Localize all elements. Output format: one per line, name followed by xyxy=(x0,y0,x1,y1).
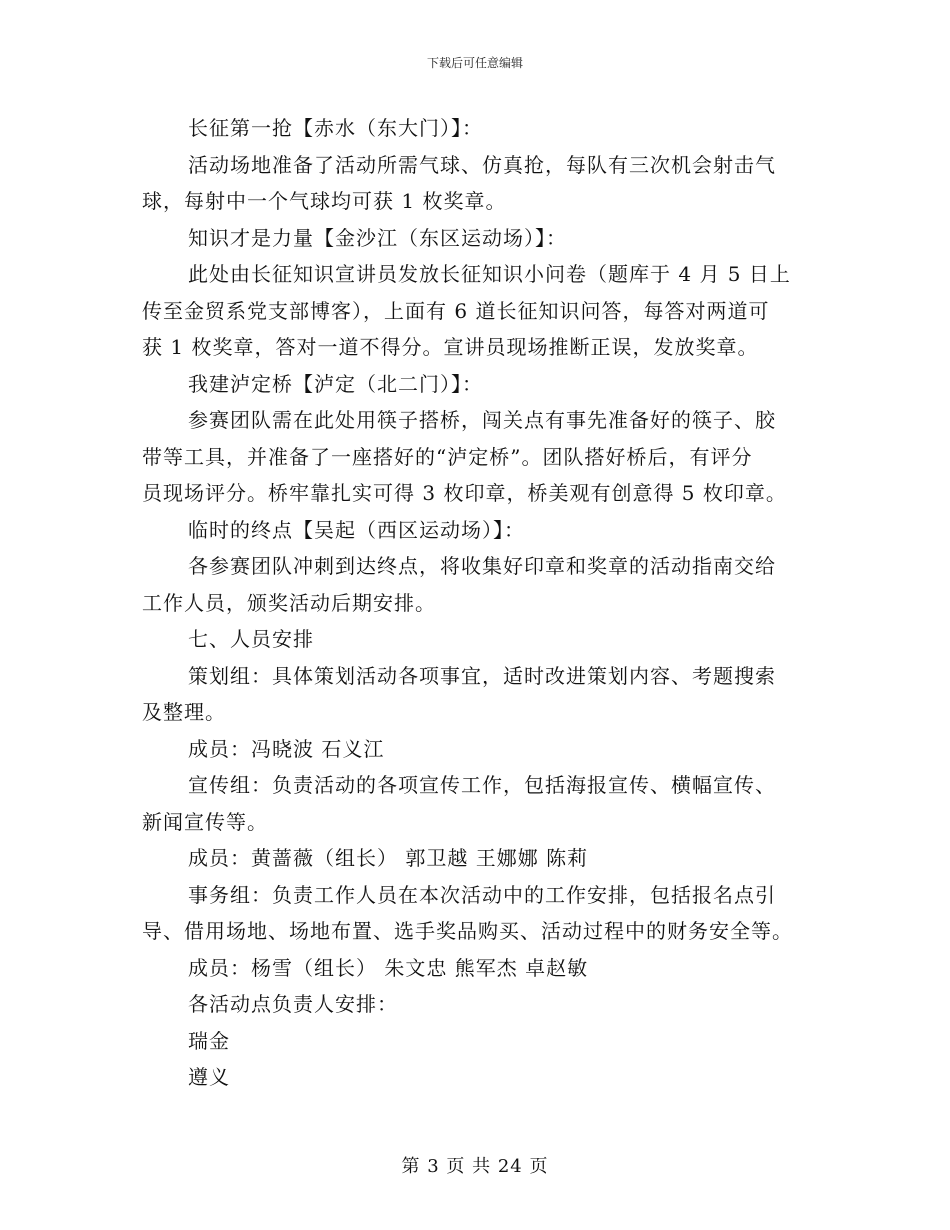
section-heading-chishui: 长征第一抢【赤水（东大门）】： xyxy=(188,116,483,140)
paragraph-line: 员现场评分。桥牢靠扎实可得 3 枚印章，桥美观有创意得 5 枚印章。 xyxy=(142,481,787,505)
paragraph-line: 策划组：具体策划活动各项事宜，适时改进策划内容、考题搜索 xyxy=(188,663,776,688)
list-item-location: 瑞金 xyxy=(188,1028,230,1053)
paragraph-line: 新闻宣传等。 xyxy=(142,809,268,834)
section-heading-jinshajiang: 知识才是力量【金沙江（东区运动场）】： xyxy=(188,225,567,250)
section-heading-staffing: 七、人员安排 xyxy=(188,627,314,651)
paragraph-line: 获 1 枚奖章，答对一道不得分。宣讲员现场推断正误，发放奖章。 xyxy=(142,335,759,359)
paragraph-line: 各参赛团队冲刺到达终点，将收集好印章和奖章的活动指南交给 xyxy=(188,554,776,578)
members-line: 成员：黄蔷薇（组长） 郭卫越 王娜娜 陈莉 xyxy=(188,846,589,870)
paragraph-line: 导、借用场地、场地布置、选手奖品购买、活动过程中的财务安全等。 xyxy=(142,919,793,943)
members-line: 成员：冯晓波 石义江 xyxy=(188,736,385,761)
paragraph-line: 带等工具，并准备了一座搭好的“泸定桥”。团队搭好桥后，有评分 xyxy=(142,444,753,469)
paragraph-line: 传至金贸系党支部博客），上面有 6 道长征知识问答，每答对两道可 xyxy=(142,298,770,323)
paragraph-line: 参赛团队需在此处用筷子搭桥，闯关点有事先准备好的筷子、胶 xyxy=(188,408,776,432)
paragraph-line: 宣传组：负责活动的各项宣传工作，包括海报宣传、横幅宣传、 xyxy=(188,773,776,797)
section-heading-wuqi: 临时的终点【吴起（西区运动场）】： xyxy=(188,517,525,542)
paragraph-line: 各活动点负责人安排： xyxy=(188,992,398,1016)
paragraph-line: 活动场地准备了活动所需气球、仿真抢，每队有三次机会射击气 xyxy=(188,152,776,177)
paragraph-line: 工作人员，颁奖活动后期安排。 xyxy=(142,590,436,615)
list-item-location: 遵义 xyxy=(188,1065,230,1089)
document-body xyxy=(142,110,812,1096)
page-number-footer: 第 3 页 共 24 页 xyxy=(401,1156,549,1177)
page-header-note: 下载后可任意编辑 xyxy=(426,56,523,70)
paragraph-line: 及整理。 xyxy=(142,700,226,724)
members-line: 成员：杨雪（组长） 朱文忠 熊军杰 卓赵敏 xyxy=(188,955,589,980)
paragraph-line: 事务组：负责工作人员在本次活动中的工作安排，包括报名点引 xyxy=(188,882,776,907)
section-heading-luding: 我建泸定桥【泸定（北二门）】： xyxy=(188,371,483,396)
paragraph-line: 此处由长征知识宣讲员发放长征知识小问卷（题库于 4 月 5 日上 xyxy=(188,262,791,286)
paragraph-line: 球，每射中一个气球均可获 1 枚奖章。 xyxy=(142,189,507,213)
